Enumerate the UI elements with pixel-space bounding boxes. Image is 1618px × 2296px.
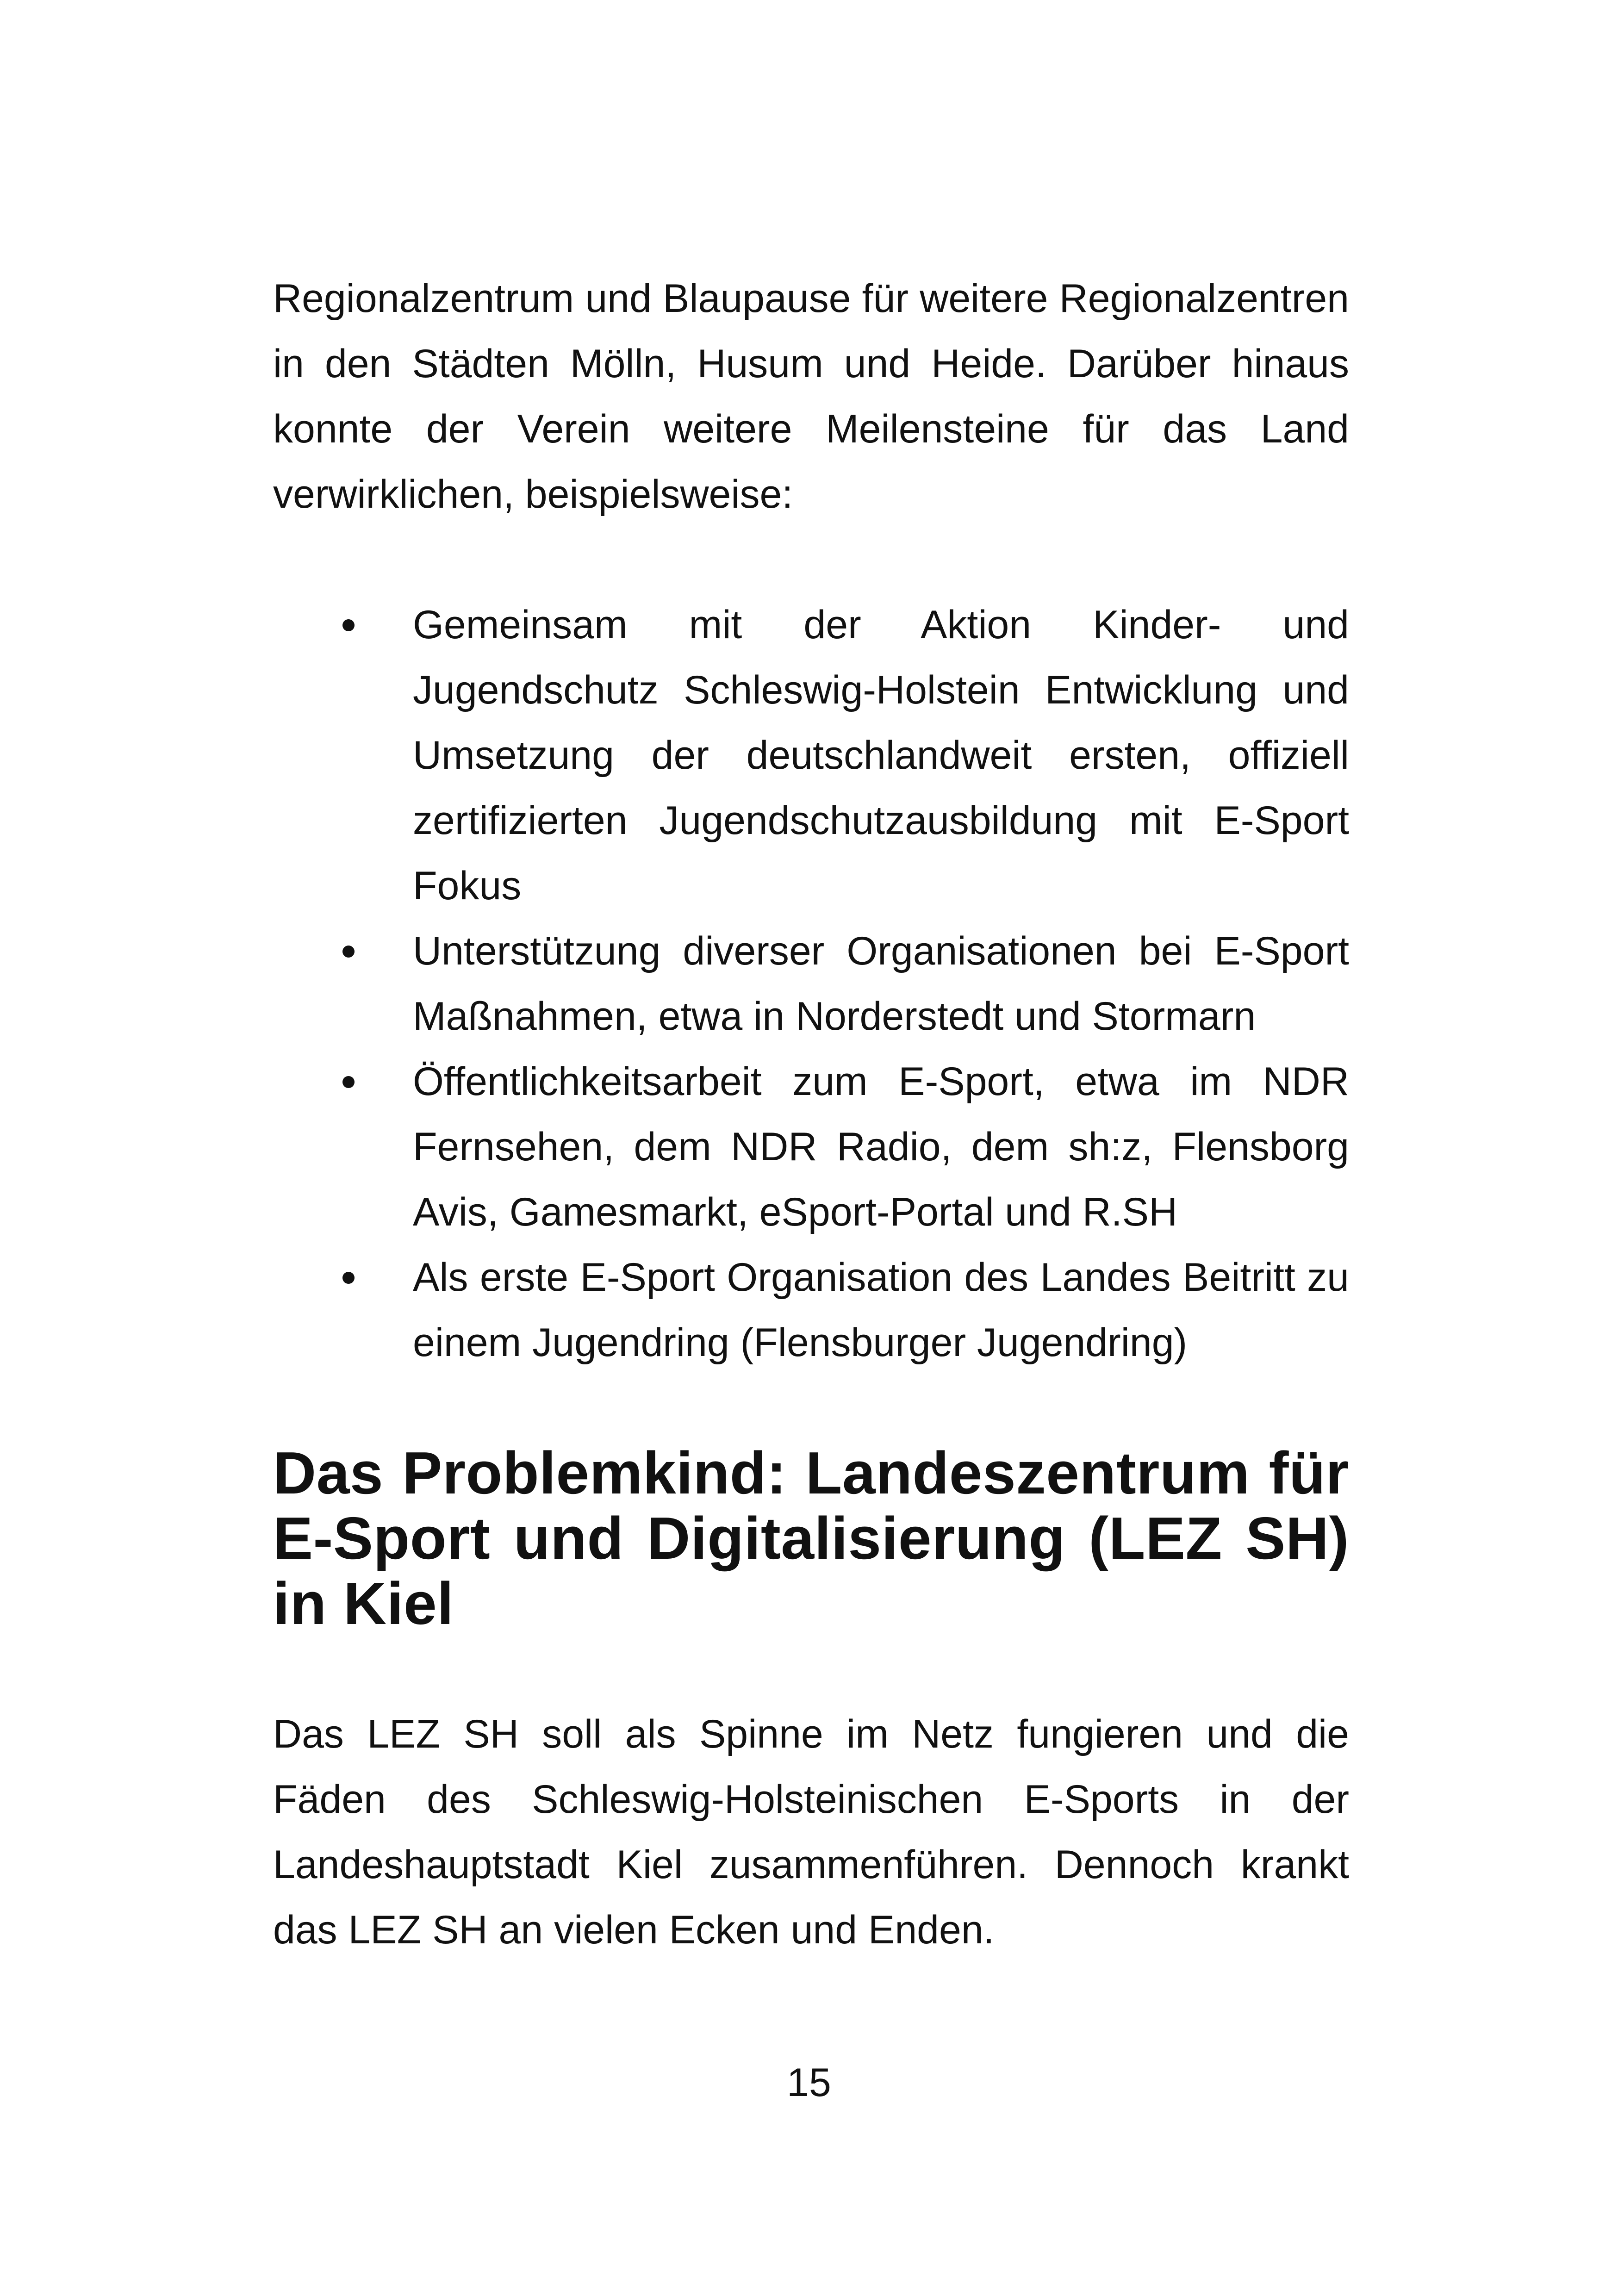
section-heading: Das Problemkind: Landeszentrum für E-Sport und Digitalisierung (LEZ SH) in Kiel bbox=[273, 1440, 1349, 1637]
bullet-icon bbox=[342, 1272, 355, 1284]
list-item-text: Als erste E-Sport Organisation des Landes Beitritt zu einem Jugendring (Flensburger Jugendring) bbox=[413, 1255, 1349, 1365]
bullet-icon bbox=[342, 1076, 355, 1088]
list-item bbox=[273, 592, 1349, 919]
list-item-text: Öffentlichkeitsarbeit zum E-Sport, etwa im NDR Fernsehen, dem NDR Radio, dem sh:z, Flensborg Avis, Gamesmarkt, eSport-Portal und R.SH bbox=[413, 1059, 1349, 1234]
page-content bbox=[273, 266, 1349, 1963]
bullet-icon bbox=[342, 619, 355, 631]
page-number: 15 bbox=[787, 2060, 831, 2105]
milestones-list bbox=[273, 592, 1349, 1375]
list-item bbox=[273, 1245, 1349, 1375]
list-item-text: Unterstützung diverser Organisationen bei E-Sport Maßnahmen, etwa in Norderstedt und Stormarn bbox=[413, 929, 1349, 1039]
list-item bbox=[273, 1049, 1349, 1245]
list-item-text: Gemeinsam mit der Aktion Kinder- und Jugendschutz Schleswig-Holstein Entwicklung und Umsetzung der deutschlandweit ersten, offiziell zertifizierten Jugendschutzausbildung mit E-Sport Fokus bbox=[413, 603, 1349, 908]
closing-paragraph: Das LEZ SH soll als Spinne im Netz fungieren und die Fäden des Schleswig-Holsteinischen E-Sports in der Landeshauptstadt Kiel zusammenführen. Dennoch krankt das LEZ SH an vielen Ecken und Enden. bbox=[273, 1712, 1349, 1952]
bullet-icon bbox=[342, 946, 355, 958]
list-item bbox=[273, 919, 1349, 1049]
intro-paragraph: Regionalzentrum und Blaupause für weitere Regionalzentren in den Städten Mölln, Husum und Heide. Darüber hinaus konnte der Verein weitere Meilensteine für das Land verwirklichen, beispielsweise: bbox=[273, 276, 1349, 516]
